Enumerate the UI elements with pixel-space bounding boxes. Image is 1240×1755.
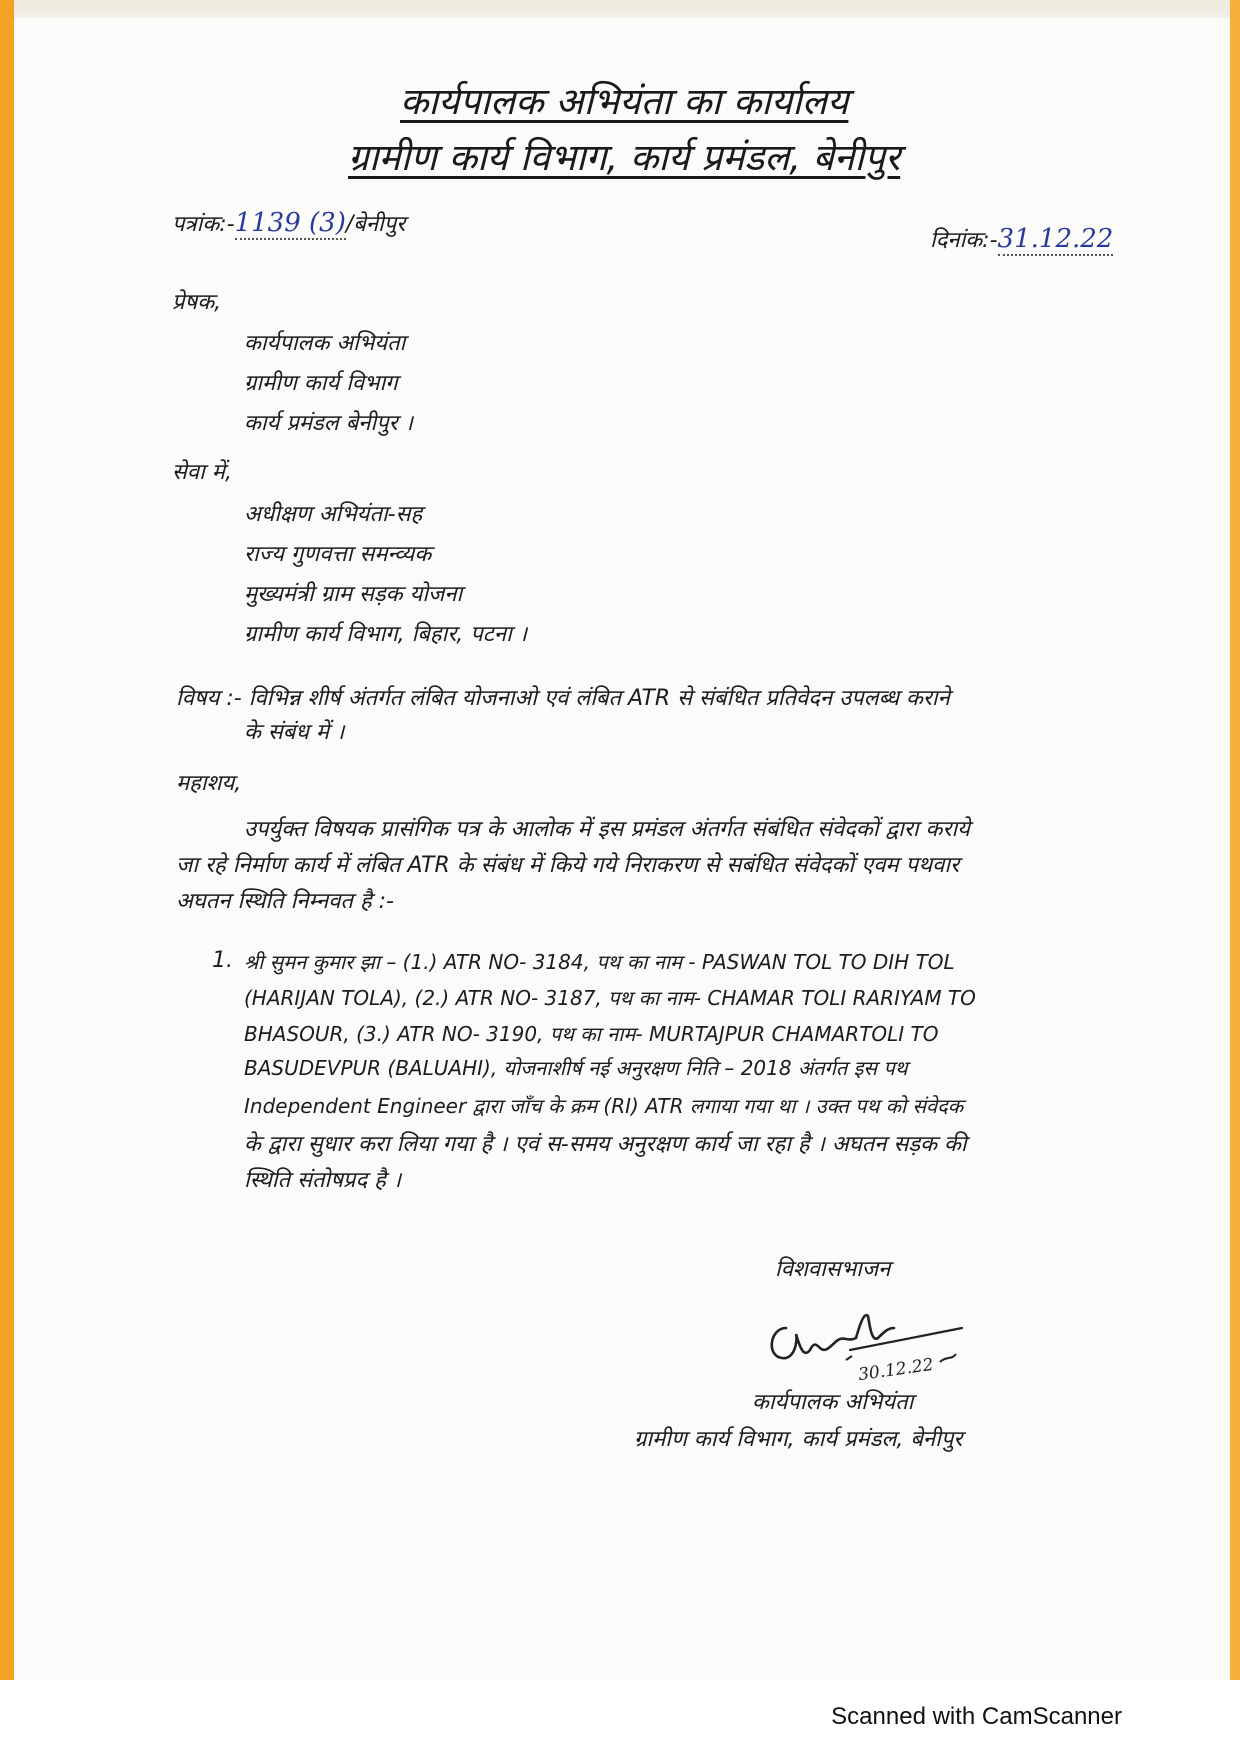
scan-left-edge — [0, 0, 14, 1680]
recipient-label: सेवा में, — [172, 460, 232, 485]
reference-suffix: /बेनीपुर — [345, 212, 406, 237]
recipient-line: मुख्यमंत्री ग्राम सड़क योजना — [244, 582, 463, 607]
reference-number — [172, 210, 405, 236]
sender-line: कार्य प्रमंडल बेनीपुर । — [244, 411, 413, 436]
paragraph-line: उपर्युक्त विषयक प्रासंगिक पत्र के आलोक में इस प्रमंडल अंतर्गत संबंधित संवेदकों द्वारा कराये — [244, 817, 970, 842]
signature-date: 30.12.22 — [856, 1354, 935, 1386]
paragraph-line: जा रहे निर्माण कार्य में लंबित ATR के संबंध में किये गये निराकरण से सबंधित संवेदकों एवम पथवार — [176, 853, 960, 878]
item-line: (HARIJAN TOLA), (2.) ATR NO- 3187, पथ का नाम- CHAMAR TOLI RARIYAM TO — [244, 986, 976, 1010]
date-handwritten: 31.12.22 — [997, 224, 1114, 254]
recipient-line: राज्य गुणवत्ता समन्व्यक — [244, 542, 432, 567]
signatory-office: ग्रामीण कार्य विभाग, कार्य प्रमंडल, बेनीपुर — [634, 1427, 963, 1452]
valediction: विशवासभाजन — [775, 1257, 891, 1282]
subject-line: के संबंध में । — [244, 720, 345, 745]
paragraph-line: अघतन स्थिति निम्नवत है :- — [176, 889, 394, 914]
reference-handwritten: 1139 (3) — [234, 208, 346, 238]
letter-date — [930, 226, 1113, 252]
item-line: BHASOUR, (3.) ATR NO- 3190, पथ का नाम- MURTAJPUR CHAMARTOLI TO — [244, 1022, 939, 1046]
document-page — [14, 18, 1230, 1680]
item-line: BASUDEVPUR (BALUAHI), योजनाशीर्ष नई अनुरक्षण निति – 2018 अंतर्गत इस पथ — [244, 1056, 908, 1080]
item-number: 1. — [212, 948, 233, 973]
salutation: महाशय, — [176, 771, 242, 796]
letterhead-subtitle: ग्रामीण कार्य विभाग, कार्य प्रमंडल, बेनीपुर — [348, 136, 901, 179]
sender-label: प्रेषक, — [172, 290, 222, 315]
letterhead-title: कार्यपालक अभियंता का कार्यालय — [400, 80, 849, 123]
sender-line: कार्यपालक अभियंता — [244, 331, 406, 356]
reference-label: पत्रांक:- — [172, 212, 235, 237]
item-line: के द्वारा सुधार करा लिया गया है । एवं स-समय अनुरक्षण कार्य जा रहा है । अघतन सड़क की — [244, 1132, 967, 1157]
recipient-line: ग्रामीण कार्य विभाग, बिहार, पटना । — [244, 622, 528, 647]
item-line: स्थिति संतोषप्रद है । — [244, 1168, 402, 1193]
item-line: श्री सुमन कुमार झा – (1.) ATR NO- 3184, पथ का नाम - PASWAN TOL TO DIH TOL — [244, 950, 955, 974]
signatory-designation: कार्यपालक अभियंता — [752, 1390, 914, 1415]
date-label: दिनांक:- — [930, 228, 998, 253]
recipient-line: अधीक्षण अभियंता-सह — [244, 502, 423, 527]
sender-line: ग्रामीण कार्य विभाग — [244, 371, 398, 396]
subject-line: विषय :- विभिन्न शीर्ष अंतर्गत लंबित योजनाओ एवं लंबित ATR से संबंधित प्रतिवेदन उपलब्ध कराने — [176, 686, 950, 711]
scan-right-edge — [1230, 0, 1240, 1680]
item-line: Independent Engineer द्वारा जाँच के क्रम (RI) ATR लगाया गया था । उक्त पथ को संवेदक — [244, 1094, 964, 1118]
scanner-watermark: Scanned with CamScanner — [831, 1703, 1122, 1730]
